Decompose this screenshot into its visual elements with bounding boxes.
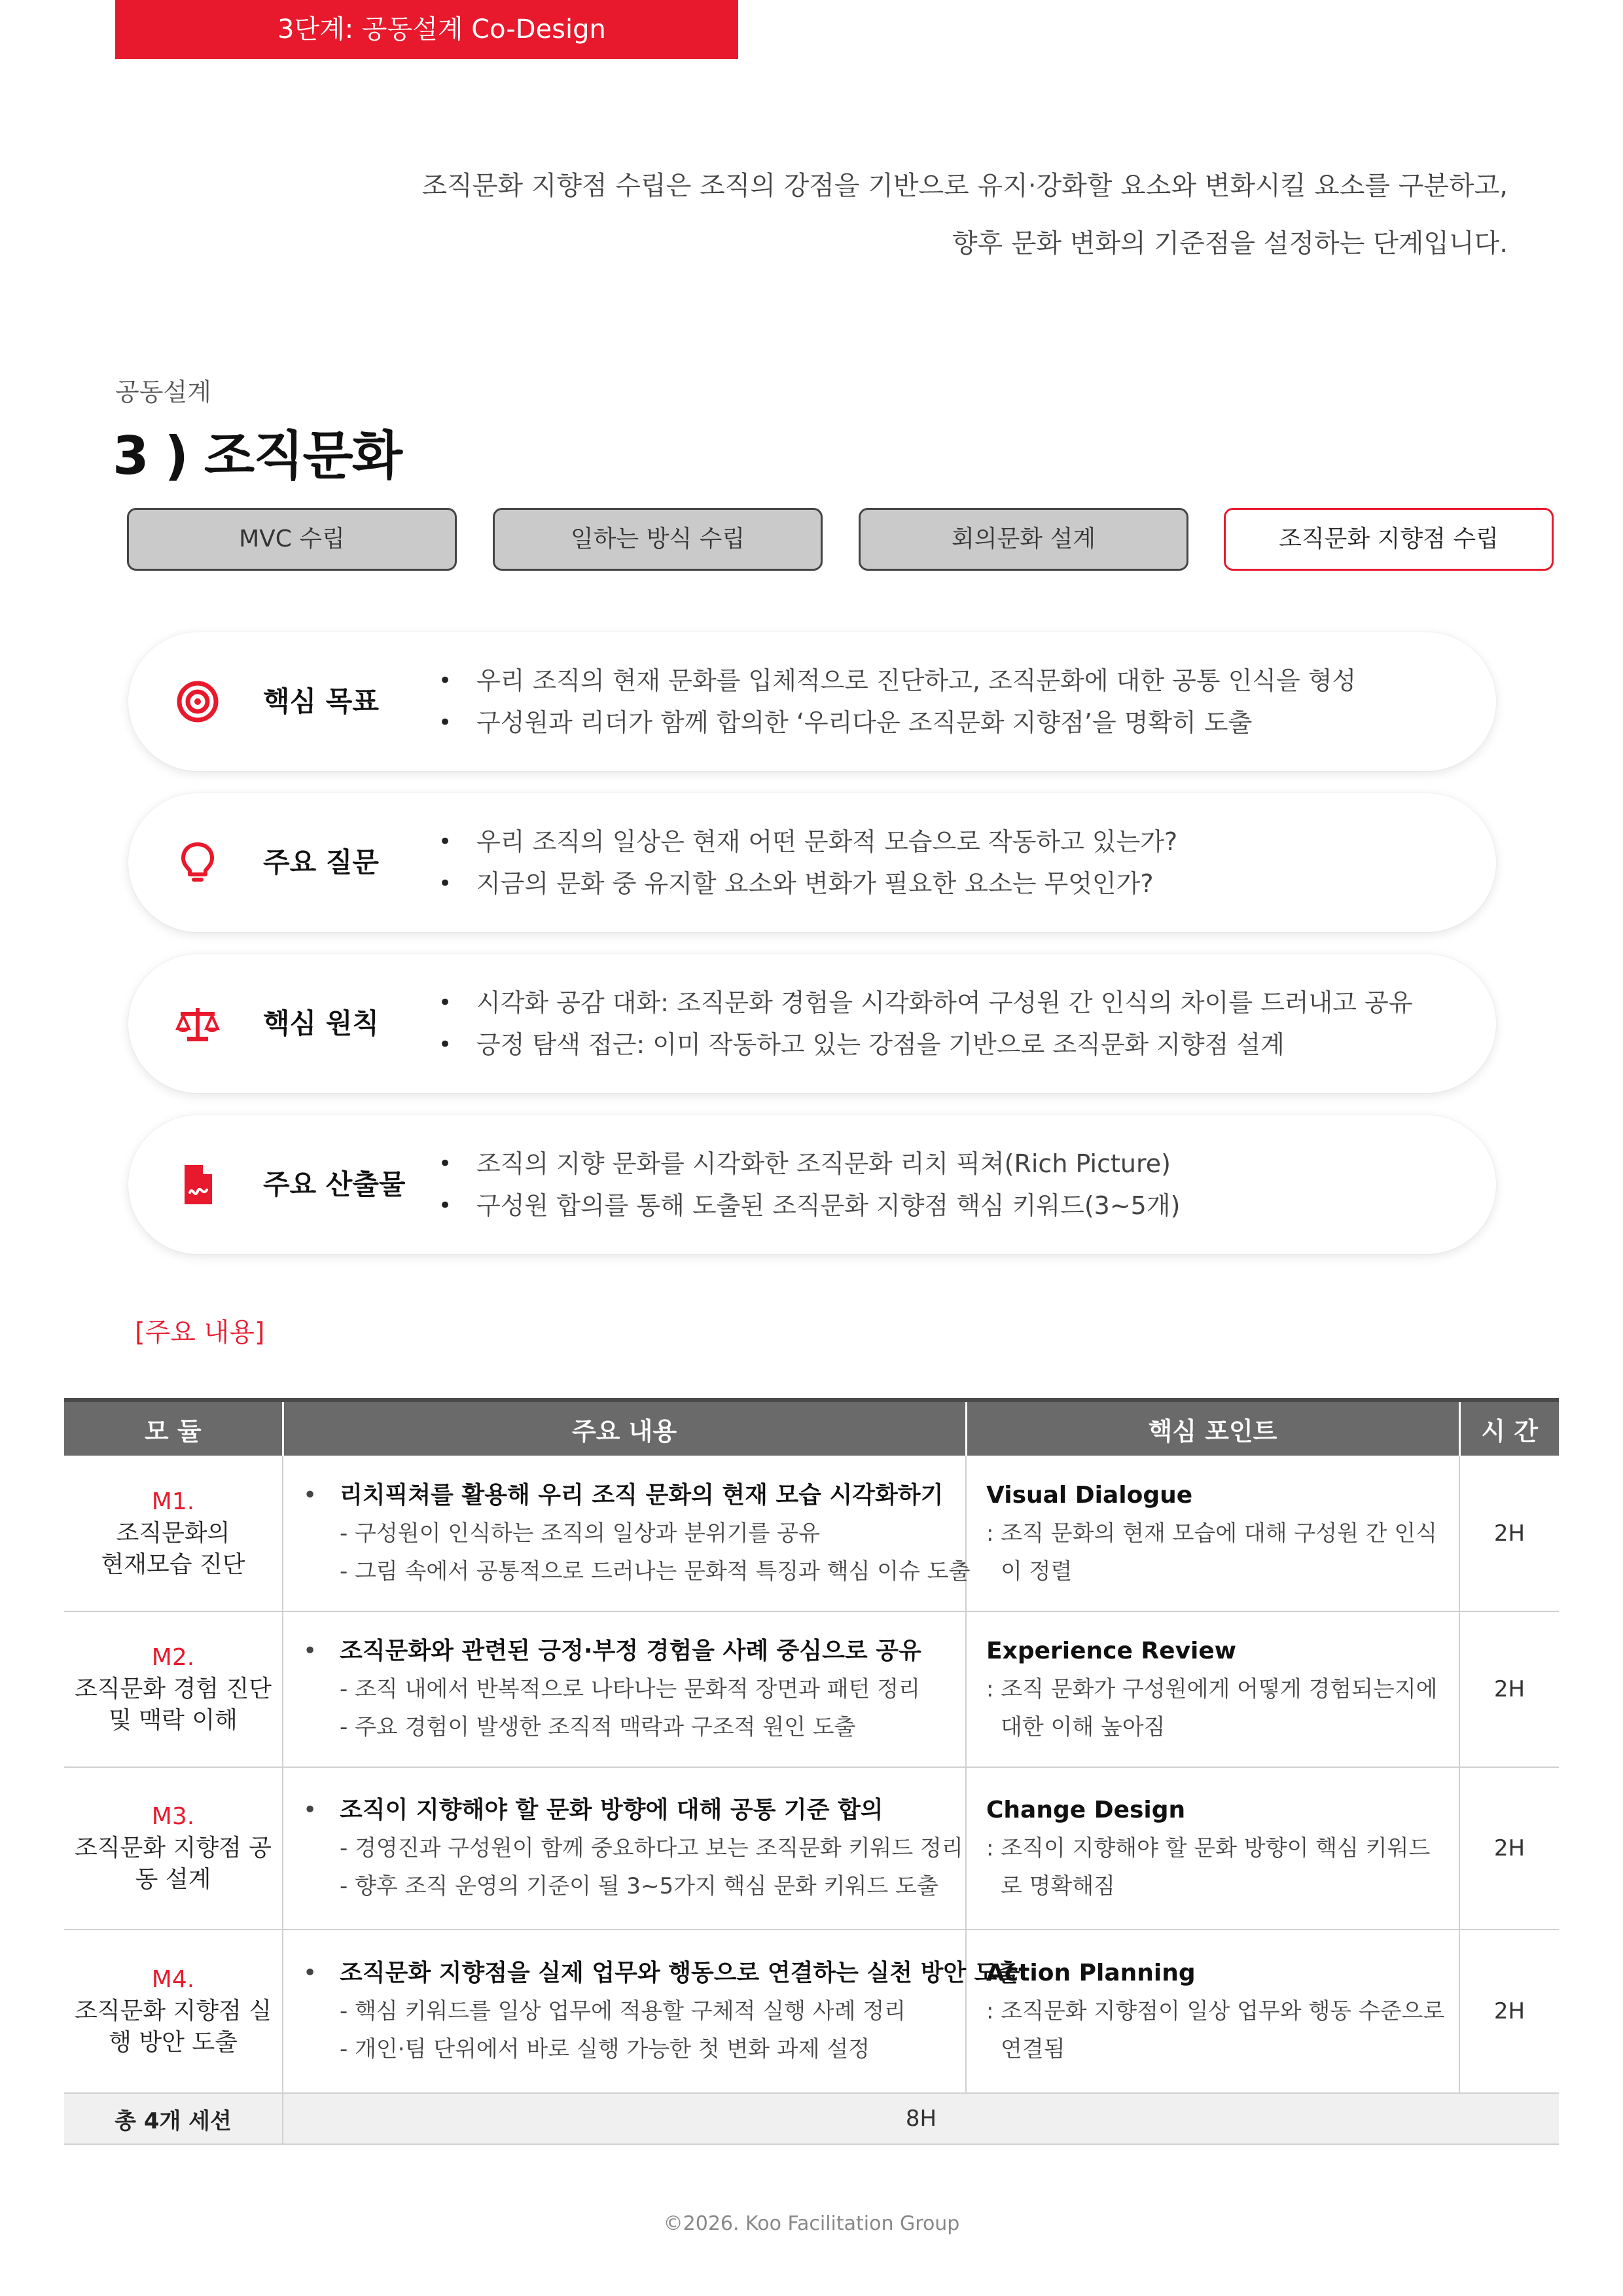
content-sub: - 조직 내에서 반복적으로 나타나는 문화적 장면과 패턴 정리 [340,1676,920,1702]
stage-tag: 3단계: 공동설계 Co-Design [115,0,738,59]
card-list [438,982,1412,1066]
module-code: M4. [151,1966,195,1993]
tab-culture-direction[interactable]: 조직문화 지향점 수립 [1224,508,1554,571]
point-title: Action Planning [986,1960,1196,1986]
card-list [438,660,1356,744]
total-value: 8H [283,2093,1559,2144]
program-table [64,1398,1559,2145]
target-icon [174,678,221,725]
point-cell [966,1767,1459,1929]
list-item: • 조직의 지향 문화를 시각화한 조직문화 리치 픽쳐(Rich Picture) [438,1143,1180,1185]
list-item: • 우리 조직의 일상은 현재 어떤 문화적 모습으로 작동하고 있는가? [438,821,1177,863]
info-card-question [128,793,1496,932]
point-cell [966,1929,1459,2093]
scale-icon [174,1000,221,1047]
lightbulb-icon [174,839,221,886]
table-row [64,1456,1559,1611]
category-label: 공동설계 [115,378,211,406]
content-head: • 조직이 지향해야 할 문화 방향에 대해 공통 기준 합의 [303,1791,965,1829]
page-title: 3 ) 조직문화 [113,425,402,486]
list-item: • 우리 조직의 현재 문화를 입체적으로 진단하고, 조직문화에 대한 공통 인식을 형성 [438,660,1356,702]
module-cell [64,1456,283,1611]
tab-mvc[interactable]: MVC 수립 [127,508,457,571]
module-name: 동 설계 [135,1866,211,1893]
tab-meeting-culture[interactable]: 회의문화 설계 [859,508,1188,571]
module-code: M2. [151,1644,195,1671]
list-item: • 긍정 탐색 접근: 이미 작동하고 있는 강점을 기반으로 조직문화 지향점 설계 [438,1024,1412,1066]
info-card-goal [128,632,1496,771]
tab-work-method[interactable]: 일하는 방식 수립 [493,508,823,571]
module-code: M3. [151,1803,195,1830]
module-cell [64,1611,283,1767]
header-time: 시 간 [1459,1400,1559,1456]
header-module: 모 듈 [64,1400,283,1456]
content-head: • 리치픽쳐를 활용해 우리 조직 문화의 현재 모습 시각화하기 [303,1477,965,1515]
card-label: 핵심 목표 [263,685,379,717]
table-row [64,1767,1559,1929]
point-title: Experience Review [986,1638,1237,1664]
module-name: 조직문화 지향점 공 [74,1835,272,1861]
total-label: 총 4개 세션 [64,2093,283,2144]
point-title: Change Design [986,1797,1186,1823]
list-item: • 구성원과 리더가 함께 합의한 ‘우리다운 조직문화 지향점’을 명확히 도출 [438,702,1356,744]
card-label: 핵심 원칙 [263,1007,379,1039]
content-cell [283,1611,966,1767]
content-sub: - 그림 속에서 공통적으로 드러나는 문화적 특징과 핵심 이슈 도출 [340,1558,971,1585]
point-desc: : 조직 문화의 현재 모습에 대해 구성원 간 인식이 정렬 [986,1520,1438,1585]
intro-line: 조직문화 지향점 수립은 조직의 강점을 기반으로 유지·강화할 요소와 변화시킬 요소를 구분하고, [421,171,1508,201]
list-item: • 구성원 합의를 통해 도출된 조직문화 지향점 핵심 키워드(3~5개) [438,1185,1180,1227]
content-cell [283,1929,1020,2093]
content-cell [283,1767,966,1929]
document-icon [174,1161,221,1208]
module-cell [64,1929,283,2093]
point-desc: : 조직 문화가 구성원에게 어떻게 경험되는지에 대한 이해 높아짐 [986,1676,1438,1740]
card-label: 주요 산출물 [263,1168,406,1200]
point-title: Visual Dialogue [986,1481,1193,1509]
point-desc: : 조직이 지향해야 할 문화 방향이 핵심 키워드로 명확해짐 [986,1835,1431,1899]
content-sub: - 핵심 키워드를 일상 업무에 적용할 구체적 실행 사례 정리 [340,1998,906,2024]
module-name: 조직문화 지향점 실 [74,1998,272,2024]
tab-bar [127,508,1554,571]
module-name: 및 맥락 이해 [109,1707,238,1734]
intro-line: 향후 문화 변화의 기준점을 설정하는 단계입니다. [952,228,1508,259]
time-cell: 2H [1459,1767,1559,1929]
module-name: 행 방안 도출 [109,2029,238,2056]
table-header-row [64,1400,1559,1456]
content-cell [283,1456,971,1611]
content-sub: - 구성원이 인식하는 조직의 일상과 분위기를 공유 [340,1520,820,1547]
module-name: 조직문화의 [116,1519,230,1547]
module-cell [64,1767,283,1929]
info-card-principle [128,954,1496,1093]
info-card-output [128,1115,1496,1254]
content-sub: - 개인·팀 단위에서 바로 실행 가능한 첫 변화 과제 설정 [340,2036,870,2062]
card-list [438,1143,1180,1227]
header-content: 주요 내용 [283,1400,966,1456]
point-cell [966,1611,1459,1767]
module-name: 조직문화 경험 진단 [74,1676,272,1702]
footer-copyright: ©2026. Koo Facilitation Group [663,2212,960,2235]
content-head: • 조직문화 지향점을 실제 업무와 행동으로 연결하는 실천 방안 도출 [303,1954,965,1992]
time-cell: 2H [1459,1611,1559,1767]
point-desc: : 조직문화 지향점이 일상 업무와 행동 수준으로 연결됨 [986,1998,1445,2062]
time-cell: 2H [1459,1929,1559,2093]
card-list [438,821,1177,905]
list-item: • 시각화 공감 대화: 조직문화 경험을 시각화하여 구성원 간 인식의 차이를 드러내고 공유 [438,982,1412,1024]
section-label: [주요 내용] [135,1318,265,1348]
content-head: • 조직문화와 관련된 긍정·부정 경험을 사례 중심으로 공유 [303,1632,965,1670]
point-cell [966,1456,1459,1611]
module-code: M1. [151,1488,195,1515]
list-item: • 지금의 문화 중 유지할 요소와 변화가 필요한 요소는 무엇인가? [438,863,1177,905]
header-point: 핵심 포인트 [966,1400,1459,1456]
time-cell: 2H [1459,1456,1559,1611]
content-sub: - 경영진과 구성원이 함께 중요하다고 보는 조직문화 키워드 정리 [340,1835,963,1861]
total-row [64,2093,1559,2144]
module-name: 현재모습 진단 [101,1551,245,1578]
content-sub: - 주요 경험이 발생한 조직적 맥락과 구조적 원인 도출 [340,1714,856,1740]
content-sub: - 향후 조직 운영의 기준이 될 3~5가지 핵심 문화 키워드 도출 [340,1873,938,1899]
table-row [64,1611,1559,1767]
card-label: 주요 질문 [263,846,379,878]
table-row [64,1929,1559,2093]
intro-text [264,157,1508,272]
